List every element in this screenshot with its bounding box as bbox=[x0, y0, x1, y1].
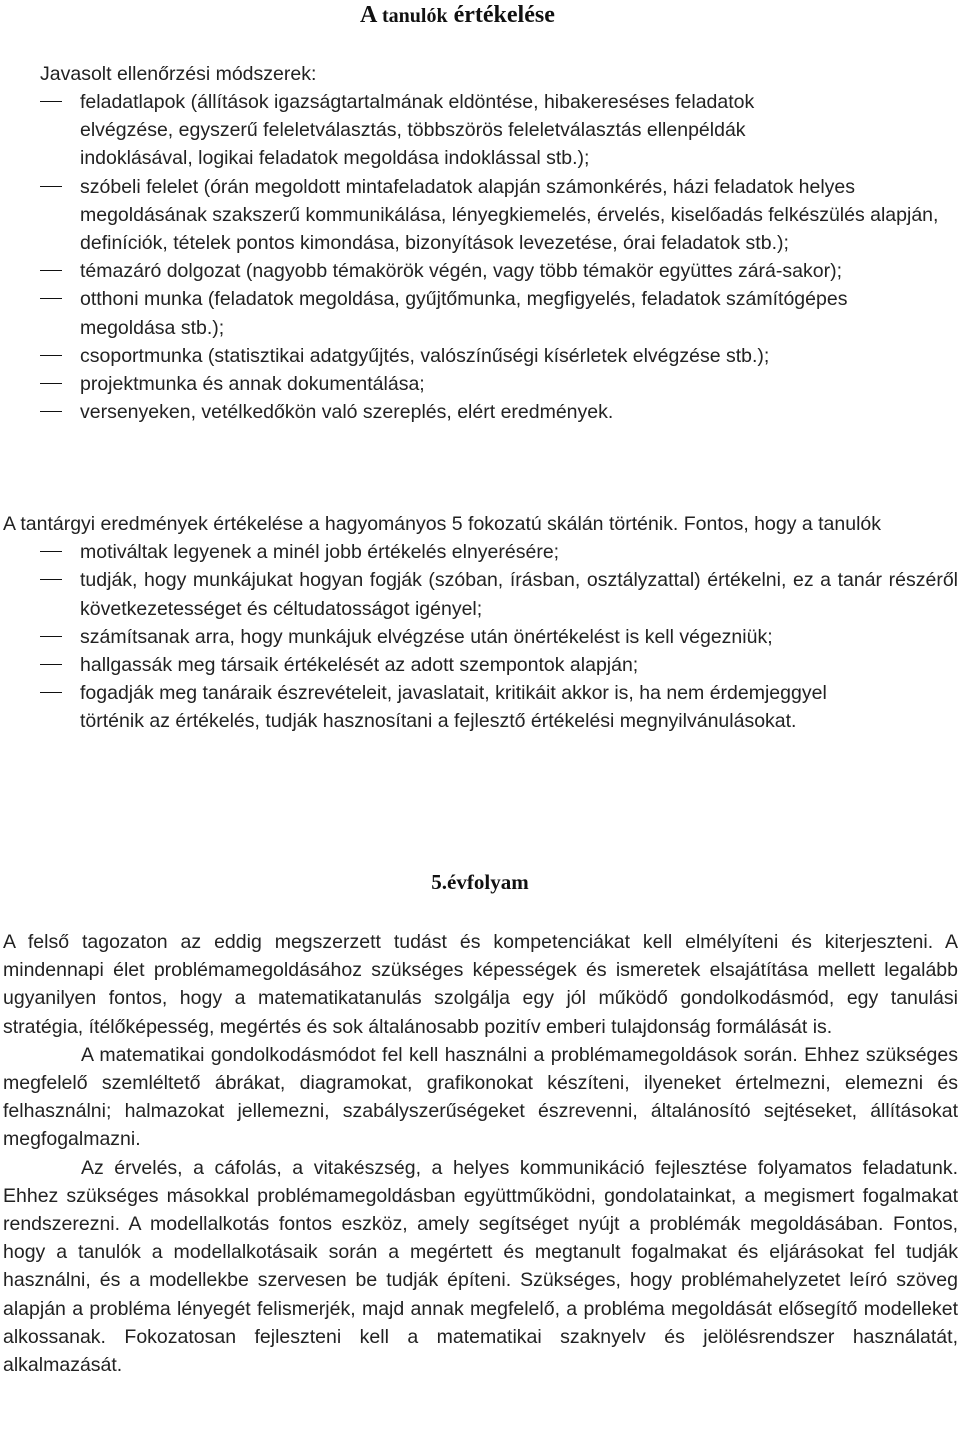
dash-bullet-icon bbox=[40, 411, 62, 412]
title-part-tanulok: tanulók bbox=[382, 5, 448, 27]
grading-list-item bbox=[40, 566, 958, 622]
methods-item-text: otthoni munka (feladatok megoldása, gyűjtőmunka, megfigyelés, feladatok számítógépes megoldása stb.); bbox=[80, 288, 848, 339]
dash-bullet-icon bbox=[40, 270, 62, 271]
dash-bullet-icon bbox=[40, 101, 62, 102]
grading-text: A tantárgyi eredmények értékelése a hagyományos 5 fokozatú skálán történik. Fontos, hogy a tanulók bbox=[3, 513, 882, 535]
methods-list-item bbox=[40, 257, 930, 285]
methods-item-text: csoportmunka (statisztikai adatgyűjtés, valószínűségi kísérletek elvégzése stb.); bbox=[80, 344, 770, 367]
dash-bullet-icon bbox=[40, 664, 62, 665]
grading-list-item bbox=[40, 679, 870, 735]
methods-item-text: szóbeli felelet (órán megoldott mintafeladatok alapján számonkérés, házi feladatok helyes megoldásának szakszerű kommunikálása, lényegkiemelés, érvelés, kiselőadás felkészülés alapján, definíciók, tételek pontos kimondása, bizonyítások levezetése, órai feladatok stb.); bbox=[80, 175, 939, 255]
methods-list-item bbox=[40, 398, 958, 426]
dash-bullet-icon bbox=[40, 692, 62, 693]
grading-item-text: számítsanak arra, hogy munkájuk elvégzése után önértékelést is kell végezniük; bbox=[80, 625, 773, 648]
grading-list-item bbox=[40, 651, 958, 679]
methods-list-item bbox=[40, 173, 958, 258]
dash-bullet-icon bbox=[40, 298, 62, 299]
methods-list-item bbox=[40, 342, 960, 370]
title-part-a: A bbox=[360, 2, 383, 28]
grading-list bbox=[3, 538, 958, 735]
methods-item-text: témazáró dolgozat (nagyobb témakörök végén, vagy több témakör együttes zárá-sakor); bbox=[80, 260, 842, 283]
methods-item-text: versenyeken, vetélkedőkön való szereplés, elért eredmények. bbox=[80, 401, 614, 424]
grading-item-text: tudják, hogy munkájukat hogyan fogják (szóban, írásban, osztályzattal) értékelni, ez a tanár részéről következetességet és céltudatosságot igényel; bbox=[80, 569, 958, 620]
methods-list-item bbox=[40, 370, 958, 398]
grading-item-text: fogadják meg tanáraik észrevételeit, javaslatait, kritikáit akkor is, ha nem érdemjeggyel történik az értékelés, tudják hasznosítani a fejlesztő értékelési megnyilvánulásokat. bbox=[80, 682, 827, 733]
grading-item-text: motiváltak legyenek a minél jobb értékelés elnyerésére; bbox=[80, 541, 560, 564]
methods-list-item bbox=[40, 88, 850, 173]
grade-5-section bbox=[3, 928, 958, 1379]
methods-section bbox=[40, 60, 958, 426]
methods-item-text: projektmunka és annak dokumentálása; bbox=[80, 373, 425, 396]
dash-bullet-icon bbox=[40, 383, 62, 384]
methods-heading: Javasolt ellenőrzési módszerek: bbox=[40, 63, 317, 85]
dash-bullet-icon bbox=[40, 186, 62, 187]
grading-list-item bbox=[40, 538, 958, 566]
paragraph: A matematikai gondolkodásmódot fel kell használni a problémamegoldások során. Ehhez szükséges megfelelő szemléltető ábrákat, diagramokat, grafikonokat készíteni, ilyeneket értelmezni, elemezni és felhasználni; halmazokat jellemezni, szabályszerűségeket észrevenni, általánosító sejtéseket, állításokat megfogalmazni. bbox=[3, 1043, 958, 1151]
section-heading: 5.évfolyam bbox=[431, 870, 529, 894]
dash-bullet-icon bbox=[40, 579, 62, 580]
paragraph: A felső tagozaton az eddig megszerzett tudást és kompetenciákat kell elmélyíteni és kiterjeszteni. A mindennapi élet problémamegoldásához szükséges képességek és ismeretek elsajátítása mellett legalább ugyanilyen fontos, hogy a matematikatanulás szolgálja egy jól működő gondolkodásmód, egy tanulási stratégia, ítélőképesség, megértés és sok általánosabb pozitív emberi tulajdonság formálását is. bbox=[3, 931, 958, 1038]
grading-list-item bbox=[40, 623, 958, 651]
grading-item-text: hallgassák meg társaik értékelését az adott szempontok alapján; bbox=[80, 654, 639, 677]
methods-list-item bbox=[40, 285, 880, 341]
methods-item-text: feladatlapok (állítások igazságtartalmának eldöntése, hibakereséses feladatok elvégzése, egyszerű feleletválasztás, többszörös feleletválasztás ellenpéldák indoklásával, logikai feladatok megoldása indoklással stb.); bbox=[80, 91, 755, 170]
title-part-ertekelese: értékelése bbox=[447, 2, 555, 28]
dash-bullet-icon bbox=[40, 355, 62, 356]
dash-bullet-icon bbox=[40, 551, 62, 552]
page-title bbox=[360, 0, 555, 31]
dash-bullet-icon bbox=[40, 636, 62, 637]
grading-section bbox=[3, 510, 958, 736]
paragraph: Az érvelés, a cáfolás, a vitakészség, a helyes kommunikáció fejlesztése folyamatos feladatunk. Ehhez szükséges másokkal problémamegoldásban együttműködni, gondolatainkat, a megismert fogalmakat rendszerezni. A modellalkotás fontos eszköz, amely segítséget nyújt a problémák megoldásában. Fontos, hogy a tanulók a modellalkotásaik során a megértett és megtanult fogalmakat és eljárásokat fel tudják használni, és a modellekbe szervesen be tudják építeni. Szükséges, hogy problémahelyzetet leíró szöveg alapján a probléma lényegét felismerjék, majd annak megfelelő, a probléma megoldását elősegítő modelleket alkossanak. Fokozatosan fejleszteni kell a matematikai szaknyelv és jelölésrendszer használatát, alkalmazását. bbox=[3, 1156, 958, 1377]
